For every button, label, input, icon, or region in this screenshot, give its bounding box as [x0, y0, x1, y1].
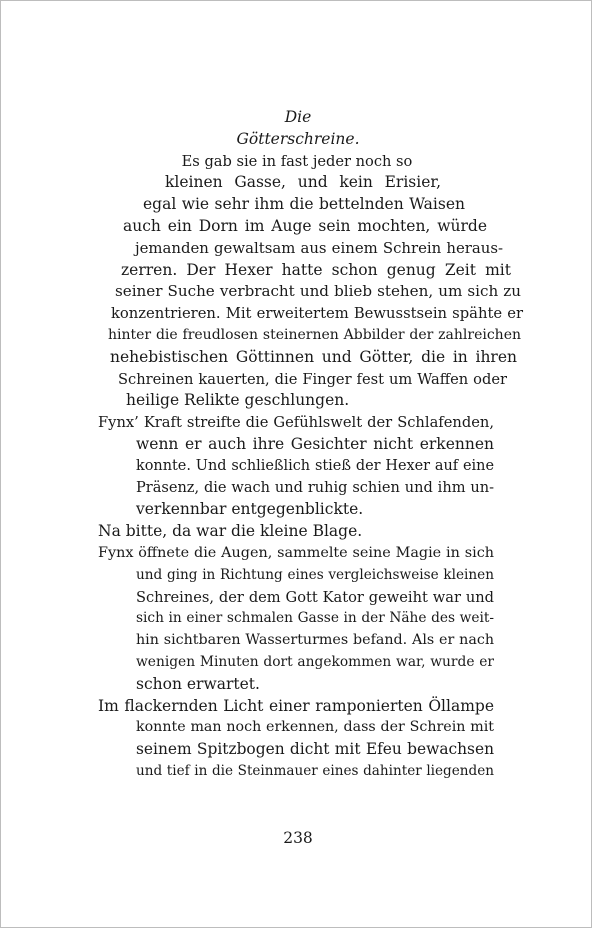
text-line: Die [284, 108, 312, 126]
text-line: hin sichtbaren Wasserturmes befand. Als er nach [136, 632, 494, 649]
text-line: verkennbar entgegenblickte. [136, 500, 364, 519]
text-line: konnte. Und schließlich stieß der Hexer auf eine [136, 457, 494, 474]
text-line: heilige Relikte geschlungen. [126, 391, 350, 410]
text-line: Na bitte, da war die kleine Blage. [98, 522, 363, 541]
page-number: 238 [283, 829, 313, 847]
text-line: auch ein Dorn im Auge sein mochten, würde [123, 217, 487, 235]
text-line: hinter die freudlosen steinernen Abbilder der zahlreichen [108, 327, 521, 343]
text-line: seinem Spitzbogen dicht mit Efeu bewachsen [136, 740, 494, 759]
text-line: Schreines, der dem Gott Kator geweiht war und [136, 588, 494, 606]
text-line: und ging in Richtung eines vergleichsweise kleinen [136, 566, 494, 583]
text-line: sich in einer schmalen Gasse in der Nähe des weit- [136, 610, 494, 627]
text-line: zerren. Der Hexer hatte schon genug Zeit mit [121, 260, 511, 279]
text-line: wenigen Minuten dort angekommen war, wurde er [136, 654, 494, 670]
text-line: Schreinen kauerten, die Finger fest um Waffen oder [118, 370, 507, 388]
text-line: kleinen Gasse, und kein Erisier, [165, 173, 441, 192]
text-line: konzentrieren. Mit erweitertem Bewusstsein spähte er [111, 305, 523, 323]
text-line: und tief in die Steinmauer eines dahinter liegenden [136, 763, 494, 779]
text-line: seiner Suche verbracht und blieb stehen, um sich zu [115, 282, 521, 301]
text-line: jemanden gewaltsam aus einem Schrein heraus- [135, 238, 503, 257]
text-line: Im flackernden Licht einer ramponierten Öllampe [98, 696, 494, 715]
text-line: konnte man noch erkennen, dass der Schrein mit [136, 719, 494, 736]
text-line: egal wie sehr ihm die bettelnden Waisen [143, 195, 465, 214]
text-line: Fynx öffnete die Augen, sammelte seine Magie in sich [98, 545, 494, 561]
text-line: wenn er auch ihre Gesichter nicht erkennen [136, 435, 494, 453]
text-line: Es gab sie in fast jeder noch so [181, 152, 413, 170]
text-line: nehebistischen Göttinnen und Götter, die in ihren [110, 347, 517, 366]
text-line: Götterschreine. [236, 129, 360, 148]
text-line: schon erwartet. [136, 674, 260, 693]
text-line: Präsenz, die wach und ruhig schien und ihm un- [136, 479, 494, 496]
text-line: Fynx’ Kraft streifte die Gefühlswelt der Schlafenden, [98, 414, 494, 432]
